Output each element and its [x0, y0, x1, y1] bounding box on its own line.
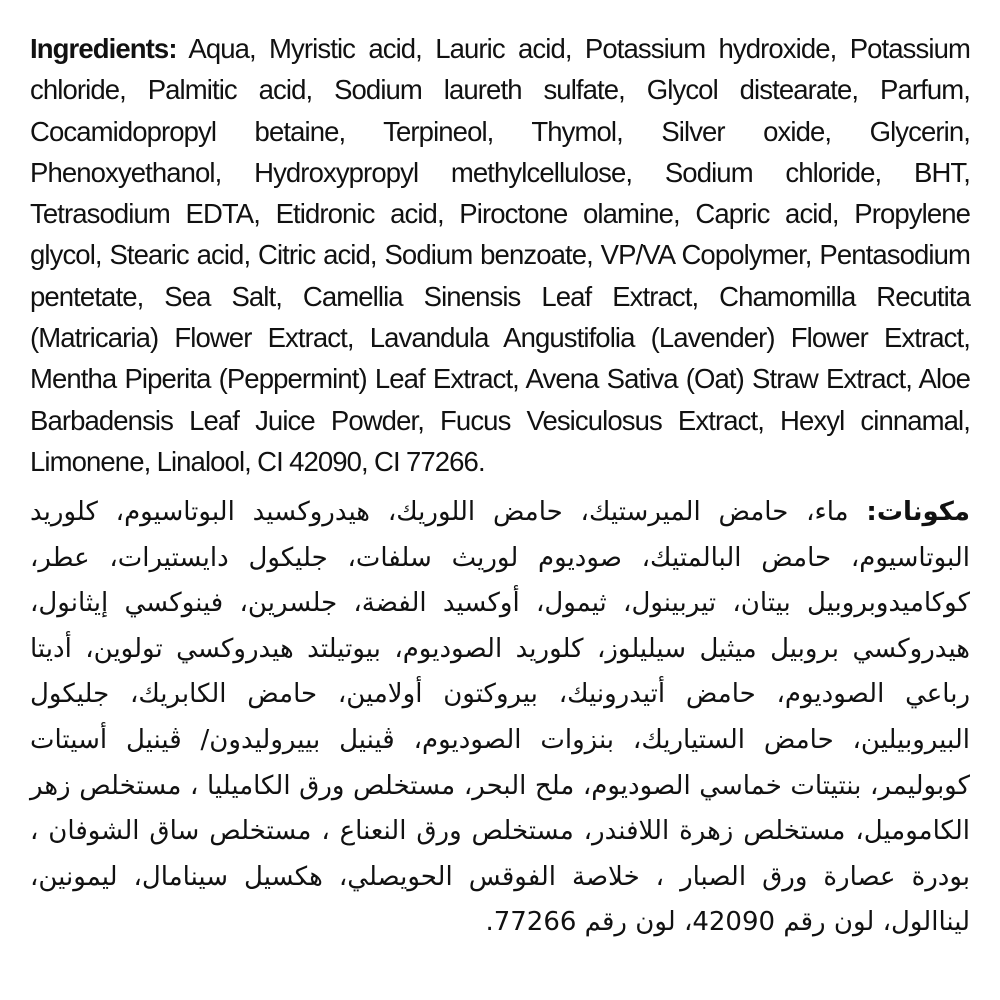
english-ingredients-heading: Ingredients:	[30, 33, 177, 64]
arabic-ingredients-heading: مكونات:	[866, 497, 970, 527]
english-ingredients-text: Aqua, Myristic acid, Lauric acid, Potassium hydroxide, Potassium chloride, Palmitic acid, Sodium laureth sulfate, Glycol distearate, Parfum, Cocamidopropyl betaine, Terpineol, Thymol, Silver oxide, Glycerin, Phenoxyethanol, Hydroxypropyl methylcellulose, Sodium chloride, BHT, Tetrasodium EDTA, Etidronic acid, Piroctone olamine, Capric acid, Propylene glycol, Stearic acid, Citric acid, Sodium benzoate, VP/VA Copolymer, Pentasodium pentetate, Sea Salt, Camellia Sinensis Leaf Extract, Chamomilla Recutita (Matricaria) Flower Extract, Lavandula Angustifolia (Lavender) Flower Extract, Mentha Piperita (Peppermint) Leaf Extract, Avena Sativa (Oat) Straw Extract, Aloe Barbadensis Leaf Juice Powder, Fucus Vesiculosus Extract, Hexyl cinnamal, Limonene, Linalool, CI 42090, CI 77266.	[30, 33, 970, 477]
arabic-ingredients-text: ماء، حامض الميرستيك، حامض اللوريك، هيدروكسيد البوتاسيوم، كلوريد البوتاسيوم، حامض البالمتيك، صوديوم لوريث سلفات، جليكول دايستيرات، عطر، كوكاميدوبروبيل بيتان، تيربينول، ثيمول، أوكسيد الفضة، جلسرين، فينوكسي إيثانول، هيدروكسي بروبيل ميثيل سيليلوز، كلوريد الصوديوم، بيوتيلتد هيدروكسي تولوين، أديتا رباعي الصوديوم، حامض أتيدرونيك، بيروكتون أولامين، حامض الكابريك، جليكول البيروبيلين، حامض الستياريك، بنزوات الصوديوم، ڤينيل بييروليدون/ ڤينيل أسيتات كوبوليمر، بنتيتات خماسي الصوديوم، ملح البحر، مستخلص ورق الكاميليا ، مستخلص زهر الكاموميل، مستخلص زهرة اللافندر، مستخلص ورق النعناع ، مستخلص ساق الشوفان ، بودرة عصارة ورق الصبار ، خلاصة الفوقس الحويصلي، هكسيل سينامال، ليمونين، ليناالول، لون رقم 42090، لون رقم 77266.	[30, 497, 970, 938]
english-ingredients-block	[30, 28, 970, 482]
arabic-ingredients-block	[30, 490, 970, 946]
